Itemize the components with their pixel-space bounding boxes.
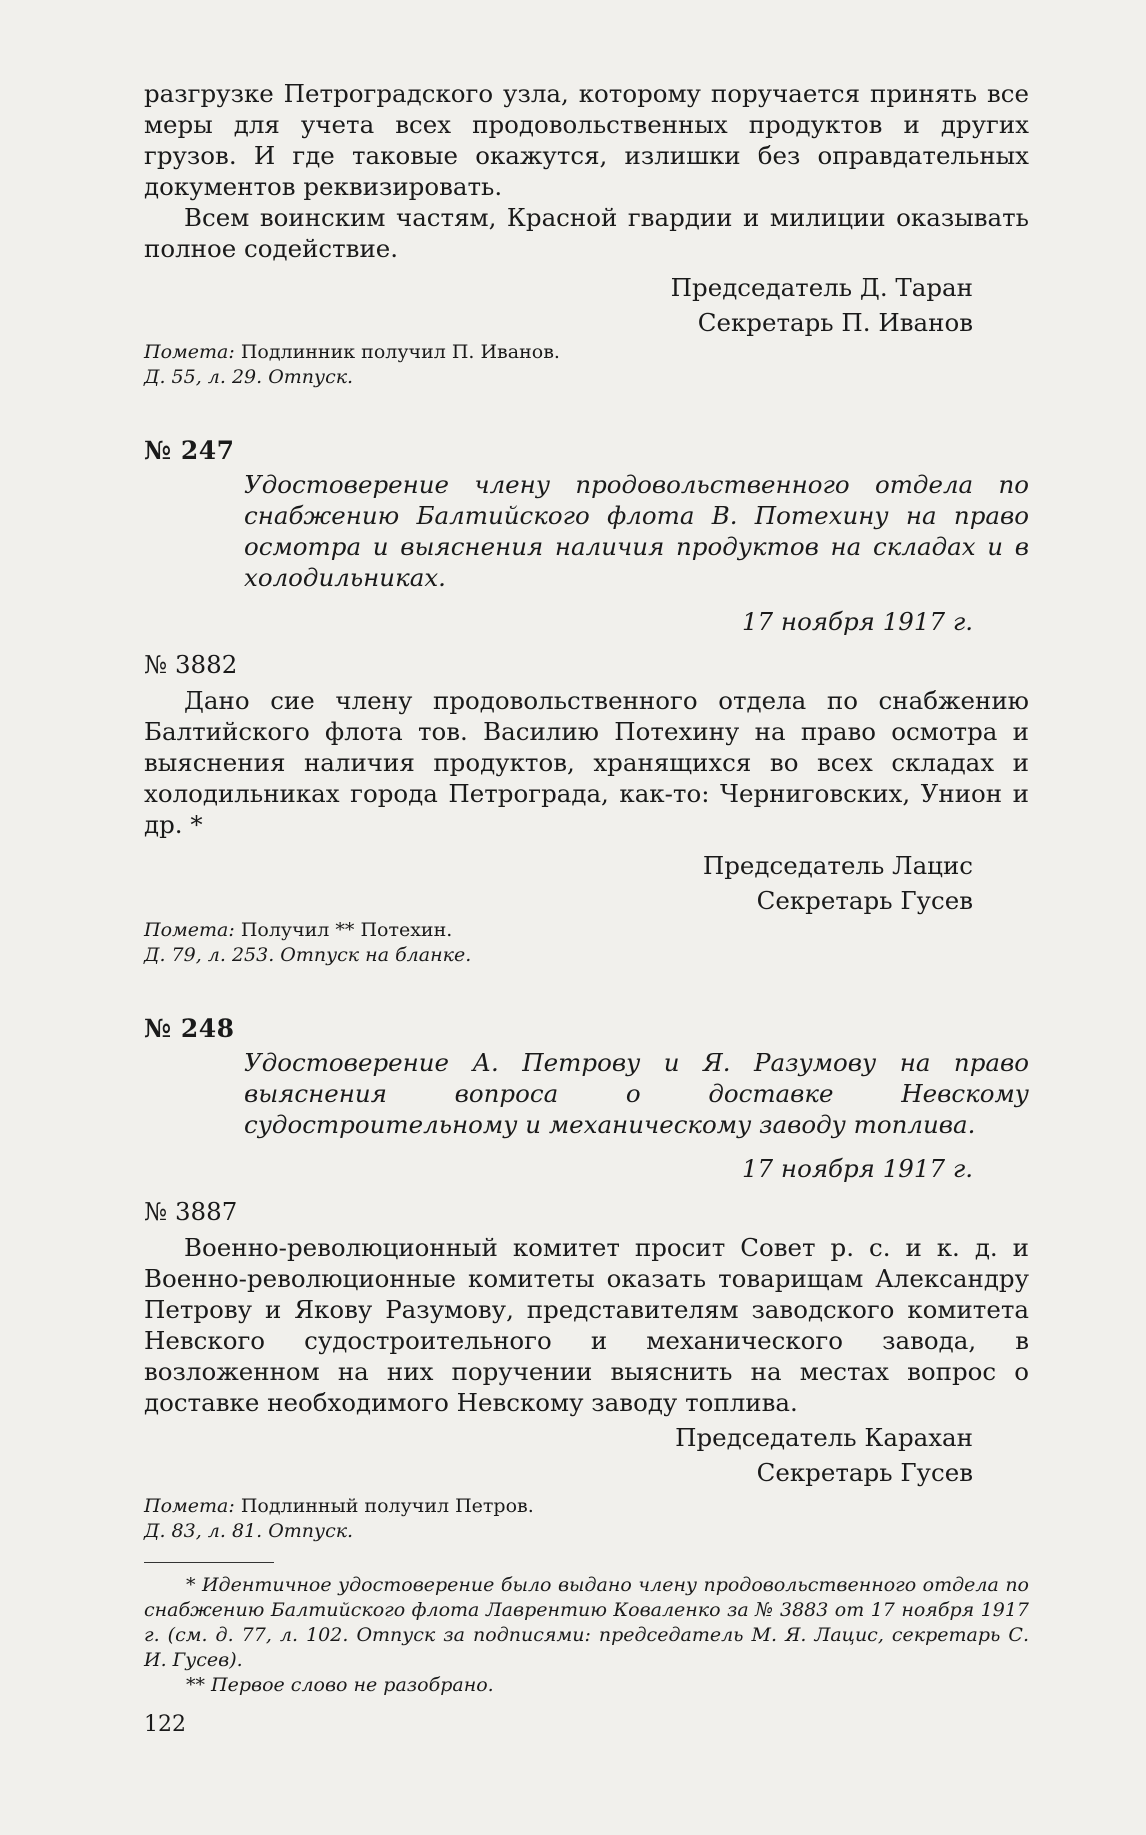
doc-247-note-label: Помета: [144, 919, 235, 941]
document-page [144, 78, 1029, 1737]
doc-247-number: № 247 [144, 436, 235, 465]
doc-248-secretary: Секретарь Гусев [756, 1458, 973, 1487]
footnote-divider [144, 1562, 274, 1563]
intro-chairman: Председатель Д. Таран [670, 273, 973, 302]
footnote-2: ** Первое слово не разобрано. [186, 1674, 494, 1696]
intro-note-text: Подлинник получил П. Иванов. [240, 341, 560, 363]
doc-247-body: Дано сие члену продовольственного отдела по снабжению Балтийского флота тов. Василию Потехину на право осмотра и выяснения наличия продуктов, хранящихся во всех складах и холодильниках города Петрограда, как-то: Черниговских, Унион и др. * [144, 686, 1029, 839]
doc-248-number: № 248 [144, 1014, 235, 1043]
doc-248-date: 17 ноября 1917 г. [741, 1154, 973, 1183]
intro-order: Всем воинским частям, Красной гвардии и милиции оказывать полное содействие. [144, 203, 1029, 263]
intro-continuation: разгрузке Петроградского узла, которому поручается принять все меры для учета всех продовольственных продуктов и других грузов. И где таковые окажутся, излишки без оправдательных документов реквизировать. [144, 79, 1029, 201]
doc-247-note [144, 918, 1029, 943]
doc-248-note-label: Помета: [144, 1495, 235, 1517]
doc-247-chairman: Председатель Лацис [702, 851, 973, 880]
intro-note-label: Помета: [144, 341, 235, 363]
footnote-1: * Идентичное удостоверение было выдано члену продовольственного отдела по снабжению Балтийского флота Лаврентию Коваленко за № 3883 от 17 ноября 1917 г. (см. д. 77, л. 102. Отпуск за подписями: председатель М. Я. Лацис, секретарь С. И. Гусев). [144, 1574, 1029, 1671]
doc-248-archive: Д. 83, л. 81. Отпуск. [144, 1520, 354, 1542]
doc-248-reg-number: № 3887 [144, 1197, 238, 1226]
doc-248-body: Военно-революционный комитет просит Совет р. с. и к. д. и Военно-революционные комитеты оказать товарищам Александру Петрову и Якову Разумову, представителям заводского комитета Невского судостроительного и механического завода, в возложенном на них поручении выяснить на местах вопрос о доставке необходимого Невскому заводу топлива. [144, 1233, 1029, 1417]
doc-247-secretary: Секретарь Гусев [756, 886, 973, 915]
intro-archive: Д. 55, л. 29. Отпуск. [144, 366, 354, 388]
doc-248-chairman: Председатель Карахан [675, 1423, 973, 1452]
doc-247-reg-number: № 3882 [144, 650, 238, 679]
page-number: 122 [144, 1712, 186, 1737]
doc-248-title: Удостоверение А. Петрову и Я. Разумову на право выяснения вопроса о доставке Невскому судостроительному и механическому заводу топлива. [244, 1048, 1029, 1139]
doc-248-note [144, 1494, 1029, 1519]
intro-note [144, 340, 1029, 365]
doc-248-note-text: Подлинный получил Петров. [240, 1495, 534, 1517]
doc-247-archive: Д. 79, л. 253. Отпуск на бланке. [144, 944, 472, 966]
intro-secretary: Секретарь П. Иванов [697, 308, 973, 337]
doc-247-note-text: Получил ** Потехин. [240, 919, 453, 941]
doc-247-title: Удостоверение члену продовольственного отдела по снабжению Балтийского флота В. Потехину на право осмотра и выяснения наличия продуктов на складах и в холодильниках. [244, 470, 1029, 592]
doc-247-date: 17 ноября 1917 г. [741, 607, 973, 636]
